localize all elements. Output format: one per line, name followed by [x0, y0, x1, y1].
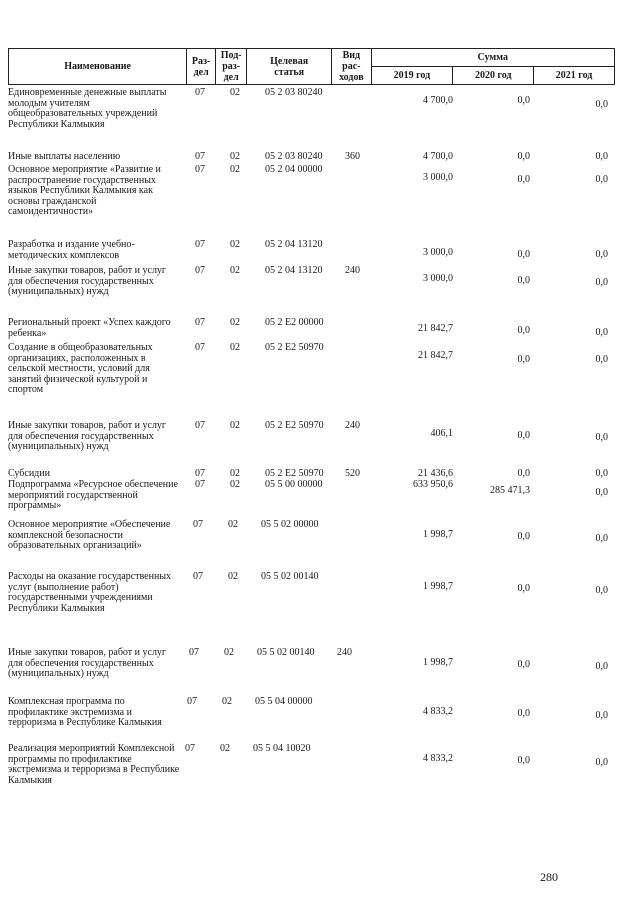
cell-name: Субсидии	[8, 468, 50, 479]
cell-s20: 285 471,3	[490, 485, 530, 496]
cell-s21: 0,0	[595, 354, 608, 365]
cell-tsel: 05 5 00 00000	[265, 479, 323, 490]
cell-tsel: 05 5 02 00140	[261, 571, 319, 582]
cell-s19: 21 436,6	[418, 468, 453, 479]
cell-s21: 0,0	[595, 174, 608, 185]
cell-s21: 0,0	[595, 468, 608, 479]
header-sum: Сумма	[371, 49, 614, 67]
cell-s20: 0,0	[517, 430, 530, 441]
cell-s20: 0,0	[517, 249, 530, 260]
cell-pod: 02	[224, 647, 234, 658]
cell-s21: 0,0	[595, 151, 608, 162]
cell-tsel: 05 2 03 80240	[265, 87, 323, 98]
cell-s21: 0,0	[595, 99, 608, 110]
cell-s19: 21 842,7	[418, 350, 453, 361]
cell-vid: 360	[345, 151, 360, 162]
cell-s19: 4 833,2	[423, 706, 453, 717]
cell-s19: 4 833,2	[423, 753, 453, 764]
cell-razd: 07	[195, 420, 205, 431]
cell-name: Иные закупки товаров, работ и услуг для обеспечения государственных (муниципальных) нужд	[8, 265, 167, 298]
cell-razd: 07	[195, 151, 205, 162]
cell-s19: 3 000,0	[423, 247, 453, 258]
header-vid: Вид рас- ходов	[332, 49, 371, 85]
cell-s20: 0,0	[517, 95, 530, 106]
cell-pod: 02	[230, 239, 240, 250]
cell-pod: 02	[230, 151, 240, 162]
cell-tsel: 05 5 02 00140	[257, 647, 315, 658]
cell-tsel: 05 2 E2 50970	[265, 420, 324, 431]
cell-name: Иные закупки товаров, работ и услуг для обеспечения государственных (муниципальных) нужд	[8, 420, 167, 453]
cell-s19: 1 998,7	[423, 657, 453, 668]
cell-s19: 21 842,7	[418, 323, 453, 334]
cell-pod: 02	[230, 87, 240, 98]
cell-s20: 0,0	[517, 468, 530, 479]
cell-s21: 0,0	[595, 585, 608, 596]
cell-razd: 07	[193, 571, 203, 582]
cell-s19: 3 000,0	[423, 172, 453, 183]
header-razdel: Раз- дел	[187, 49, 216, 85]
cell-s21: 0,0	[595, 487, 608, 498]
cell-s19: 633 950,6	[413, 479, 453, 490]
cell-vid: 240	[337, 647, 352, 658]
cell-s21: 0,0	[595, 757, 608, 768]
cell-name: Расходы на оказание государственных услуг (выполнение работ) государственными учреждениями Республики Калмыкия	[8, 571, 172, 614]
cell-name: Основное мероприятие «Обеспечение комплексной безопасности образовательных организаций»	[8, 519, 171, 552]
cell-tsel: 05 5 02 00000	[261, 519, 319, 530]
header-2020: 2020 год	[453, 67, 534, 85]
cell-s20: 0,0	[517, 151, 530, 162]
cell-razd: 07	[195, 342, 205, 353]
cell-s19: 3 000,0	[423, 273, 453, 284]
cell-razd: 07	[195, 164, 205, 175]
cell-razd: 07	[189, 647, 199, 658]
cell-vid: 240	[345, 265, 360, 276]
cell-pod: 02	[222, 696, 232, 707]
cell-s19: 4 700,0	[423, 95, 453, 106]
cell-s21: 0,0	[595, 661, 608, 672]
header-podrazdel: Под- раз- дел	[216, 49, 247, 85]
cell-tsel: 05 2 03 80240	[265, 151, 323, 162]
cell-tsel: 05 2 E2 50970	[265, 468, 324, 479]
cell-pod: 02	[230, 479, 240, 490]
cell-name: Комплексная программа по профилактике экстремизма и терроризма в Республике Калмыкия	[8, 696, 162, 729]
cell-name: Единовременные денежные выплаты молодым учителям общеобразовательных учреждений Республики Калмыкия	[8, 87, 167, 130]
page-number: 280	[540, 870, 558, 884]
cell-razd: 07	[185, 743, 195, 754]
cell-tsel: 05 2 E2 00000	[265, 317, 324, 328]
cell-vid: 240	[345, 420, 360, 431]
header-name: Наименование	[9, 49, 187, 85]
cell-pod: 02	[228, 519, 238, 530]
cell-pod: 02	[230, 164, 240, 175]
cell-vid: 520	[345, 468, 360, 479]
cell-s20: 0,0	[517, 325, 530, 336]
cell-name: Основное мероприятие «Развитие и распространение государственных языков Республики Калмыкия как основы гражданской самоидентичности»	[8, 164, 161, 218]
cell-s19: 406,1	[430, 428, 453, 439]
cell-pod: 02	[228, 571, 238, 582]
cell-razd: 07	[195, 87, 205, 98]
cell-name: Подпрограмма «Ресурсное обеспечение мероприятий государственной программы»	[8, 479, 178, 512]
cell-name: Иные выплаты населению	[8, 151, 121, 162]
cell-s21: 0,0	[595, 249, 608, 260]
cell-s21: 0,0	[595, 533, 608, 544]
cell-s21: 0,0	[595, 327, 608, 338]
cell-s20: 0,0	[517, 659, 530, 670]
header-target: Целевая статья	[247, 49, 332, 85]
cell-tsel: 05 5 04 00000	[255, 696, 313, 707]
cell-tsel: 05 2 04 13120	[265, 239, 323, 250]
cell-pod: 02	[230, 265, 240, 276]
cell-s21: 0,0	[595, 277, 608, 288]
cell-name: Региональный проект «Успех каждого ребенка»	[8, 317, 171, 339]
cell-razd: 07	[193, 519, 203, 530]
cell-tsel: 05 2 04 13120	[265, 265, 323, 276]
cell-razd: 07	[195, 468, 205, 479]
cell-s19: 4 700,0	[423, 151, 453, 162]
cell-pod: 02	[220, 743, 230, 754]
cell-name: Разработка и издание учебно-методических комплексов	[8, 239, 135, 261]
cell-s20: 0,0	[517, 583, 530, 594]
cell-s21: 0,0	[595, 432, 608, 443]
cell-s20: 0,0	[517, 755, 530, 766]
cell-tsel: 05 2 E2 50970	[265, 342, 324, 353]
cell-tsel: 05 2 04 00000	[265, 164, 323, 175]
cell-name: Иные закупки товаров, работ и услуг для обеспечения государственных (муниципальных) нужд	[8, 647, 167, 680]
cell-pod: 02	[230, 342, 240, 353]
cell-razd: 07	[195, 317, 205, 328]
cell-s19: 1 998,7	[423, 529, 453, 540]
cell-tsel: 05 5 04 10020	[253, 743, 311, 754]
cell-s20: 0,0	[517, 708, 530, 719]
cell-name: Реализация мероприятий Комплексной программы по профилактике экстремизма и терроризма в Республике Калмыкия	[8, 743, 180, 786]
cell-s21: 0,0	[595, 710, 608, 721]
cell-name: Создание в общеобразовательных организациях, расположенных в сельской местности, условий для занятий физической культурой и спортом	[8, 342, 153, 396]
cell-s19: 1 998,7	[423, 581, 453, 592]
header-2019: 2019 год	[371, 67, 453, 85]
table-header	[8, 48, 615, 85]
cell-pod: 02	[230, 468, 240, 479]
cell-razd: 07	[195, 239, 205, 250]
cell-pod: 02	[230, 420, 240, 431]
cell-razd: 07	[195, 265, 205, 276]
cell-pod: 02	[230, 317, 240, 328]
cell-s20: 0,0	[517, 354, 530, 365]
cell-razd: 07	[187, 696, 197, 707]
header-2021: 2021 год	[534, 67, 615, 85]
cell-razd: 07	[195, 479, 205, 490]
cell-s20: 0,0	[517, 531, 530, 542]
cell-s20: 0,0	[517, 174, 530, 185]
cell-s20: 0,0	[517, 275, 530, 286]
